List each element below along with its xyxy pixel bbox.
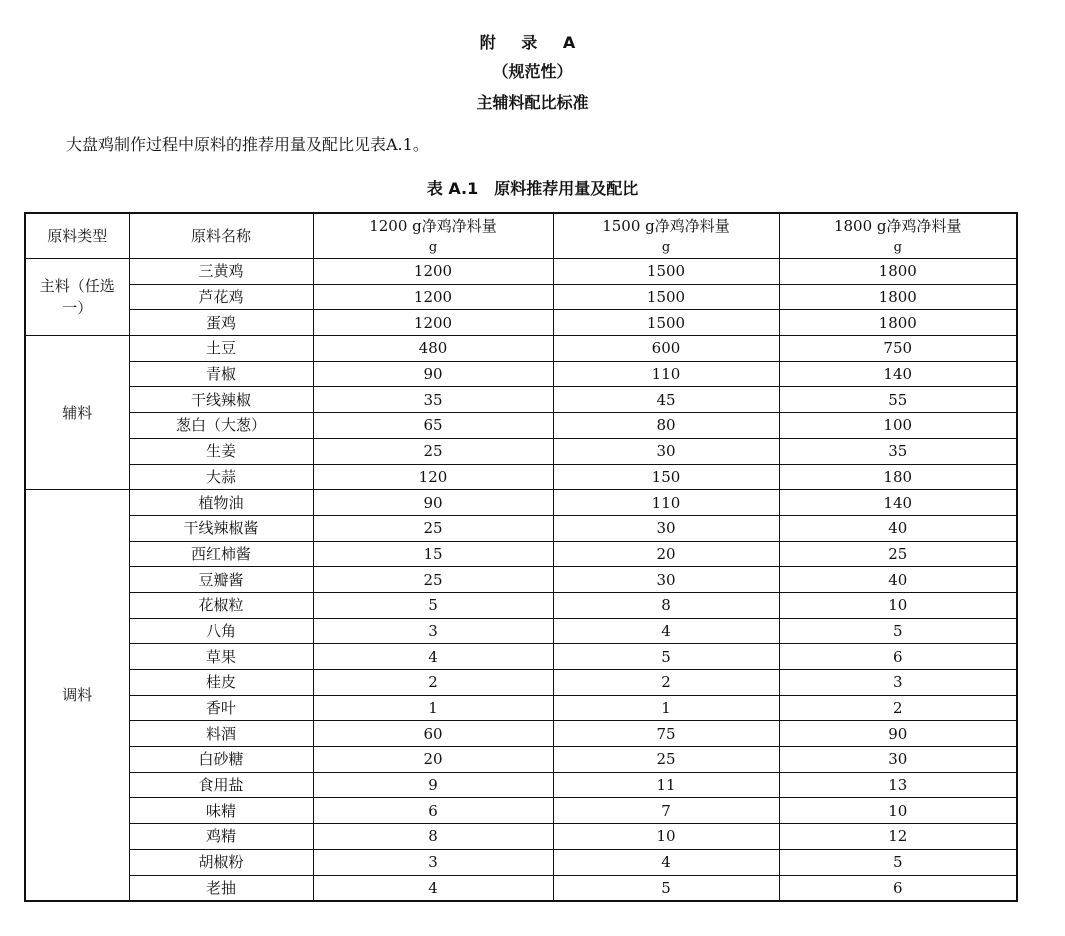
amount-1800-cell: 25 — [779, 541, 1017, 567]
amount-1500-cell: 150 — [553, 464, 779, 490]
ingredient-table — [24, 212, 1018, 902]
ingredient-name-cell: 味精 — [129, 798, 313, 824]
amount-1800-cell: 90 — [779, 721, 1017, 747]
header-unit: g — [661, 240, 671, 255]
amount-1800-cell: 40 — [779, 515, 1017, 541]
amount-1200-cell: 1 — [313, 695, 553, 721]
amount-1200-cell: 4 — [313, 875, 553, 901]
amount-1200-cell: 9 — [313, 772, 553, 798]
amount-1500-cell: 30 — [553, 567, 779, 593]
header-1200-label: 1200 g净鸡净料量 — [369, 217, 497, 235]
ingredient-name-cell: 香叶 — [129, 695, 313, 721]
amount-1800-cell: 180 — [779, 464, 1017, 490]
ingredient-name-cell: 食用盐 — [129, 772, 313, 798]
amount-1500-cell: 30 — [553, 515, 779, 541]
ingredient-name-cell: 草果 — [129, 644, 313, 670]
amount-1200-cell: 90 — [313, 490, 553, 516]
category-cell: 辅料 — [25, 336, 129, 490]
amount-1200-cell: 8 — [313, 824, 553, 850]
amount-1500-cell: 80 — [553, 413, 779, 439]
amount-1200-cell: 1200 — [313, 310, 553, 336]
header-name: 原料名称 — [129, 213, 313, 259]
amount-1200-cell: 65 — [313, 413, 553, 439]
amount-1500-cell: 1500 — [553, 259, 779, 285]
amount-1800-cell: 6 — [779, 875, 1017, 901]
category-cell: 主料（任选一） — [25, 259, 129, 336]
amount-1200-cell: 3 — [313, 618, 553, 644]
amount-1500-cell: 600 — [553, 336, 779, 362]
intro-paragraph: 大盘鸡制作过程中原料的推荐用量及配比见表A.1。 — [66, 135, 429, 154]
amount-1800-cell: 3 — [779, 670, 1017, 696]
amount-1200-cell: 4 — [313, 644, 553, 670]
table-row — [25, 259, 1017, 285]
table-row — [25, 644, 1017, 670]
ingredient-name-cell: 植物油 — [129, 490, 313, 516]
table-row — [25, 747, 1017, 773]
ingredient-name-cell: 青椒 — [129, 361, 313, 387]
amount-1800-cell: 10 — [779, 592, 1017, 618]
table-body — [25, 259, 1017, 902]
amount-1500-cell: 20 — [553, 541, 779, 567]
table-row — [25, 849, 1017, 875]
amount-1800-cell: 2 — [779, 695, 1017, 721]
amount-1500-cell: 1 — [553, 695, 779, 721]
header-1200 — [313, 213, 553, 259]
amount-1500-cell: 110 — [553, 361, 779, 387]
amount-1800-cell: 5 — [779, 849, 1017, 875]
amount-1800-cell: 100 — [779, 413, 1017, 439]
table-row — [25, 413, 1017, 439]
amount-1200-cell: 20 — [313, 747, 553, 773]
amount-1500-cell: 2 — [553, 670, 779, 696]
amount-1500-cell: 5 — [553, 644, 779, 670]
amount-1200-cell: 60 — [313, 721, 553, 747]
ingredient-name-cell: 蛋鸡 — [129, 310, 313, 336]
amount-1800-cell: 6 — [779, 644, 1017, 670]
header-type: 原料类型 — [25, 213, 129, 259]
amount-1500-cell: 25 — [553, 747, 779, 773]
header-1500-label: 1500 g净鸡净料量 — [602, 217, 730, 235]
amount-1500-cell: 110 — [553, 490, 779, 516]
amount-1200-cell: 6 — [313, 798, 553, 824]
header-1800 — [779, 213, 1017, 259]
appendix-label: 附 录 A — [479, 33, 586, 52]
amount-1800-cell: 1800 — [779, 284, 1017, 310]
table-row — [25, 695, 1017, 721]
ingredient-name-cell: 芦花鸡 — [129, 284, 313, 310]
category-cell: 调料 — [25, 490, 129, 902]
amount-1500-cell: 30 — [553, 438, 779, 464]
table-row — [25, 592, 1017, 618]
ingredient-name-cell: 干线辣椒 — [129, 387, 313, 413]
amount-1500-cell: 1500 — [553, 284, 779, 310]
amount-1800-cell: 140 — [779, 361, 1017, 387]
table-row — [25, 824, 1017, 850]
ingredient-name-cell: 桂皮 — [129, 670, 313, 696]
table-row — [25, 721, 1017, 747]
amount-1200-cell: 35 — [313, 387, 553, 413]
appendix-type: （规范性） — [492, 62, 573, 81]
table-row — [25, 361, 1017, 387]
appendix-title: 主辅料配比标准 — [476, 93, 589, 112]
amount-1200-cell: 480 — [313, 336, 553, 362]
amount-1200-cell: 15 — [313, 541, 553, 567]
amount-1500-cell: 8 — [553, 592, 779, 618]
amount-1800-cell: 1800 — [779, 259, 1017, 285]
amount-1800-cell: 13 — [779, 772, 1017, 798]
header-1800-label: 1800 g净鸡净料量 — [833, 217, 962, 235]
table-row — [25, 310, 1017, 336]
amount-1800-cell: 140 — [779, 490, 1017, 516]
ingredient-name-cell: 生姜 — [129, 438, 313, 464]
amount-1500-cell: 10 — [553, 824, 779, 850]
table-row — [25, 387, 1017, 413]
ingredient-name-cell: 白砂糖 — [129, 747, 313, 773]
amount-1500-cell: 1500 — [553, 310, 779, 336]
amount-1200-cell: 2 — [313, 670, 553, 696]
amount-1200-cell: 1200 — [313, 284, 553, 310]
ingredient-name-cell: 三黄鸡 — [129, 259, 313, 285]
amount-1800-cell: 12 — [779, 824, 1017, 850]
amount-1500-cell: 11 — [553, 772, 779, 798]
amount-1800-cell: 10 — [779, 798, 1017, 824]
amount-1200-cell: 25 — [313, 515, 553, 541]
header-1500 — [553, 213, 779, 259]
table-row — [25, 618, 1017, 644]
table-caption: 表 A.1 原料推荐用量及配比 — [426, 179, 639, 198]
amount-1500-cell: 4 — [553, 618, 779, 644]
ingredient-name-cell: 鸡精 — [129, 824, 313, 850]
amount-1500-cell: 5 — [553, 875, 779, 901]
ingredient-name-cell: 花椒粒 — [129, 592, 313, 618]
ingredient-name-cell: 大蒜 — [129, 464, 313, 490]
table-row — [25, 336, 1017, 362]
table-row — [25, 567, 1017, 593]
amount-1800-cell: 35 — [779, 438, 1017, 464]
amount-1200-cell: 25 — [313, 567, 553, 593]
table-row — [25, 798, 1017, 824]
amount-1200-cell: 120 — [313, 464, 553, 490]
ingredient-name-cell: 干线辣椒酱 — [129, 515, 313, 541]
amount-1200-cell: 3 — [313, 849, 553, 875]
amount-1800-cell: 30 — [779, 747, 1017, 773]
table-row — [25, 875, 1017, 901]
amount-1200-cell: 90 — [313, 361, 553, 387]
ingredient-name-cell: 胡椒粉 — [129, 849, 313, 875]
amount-1800-cell: 750 — [779, 336, 1017, 362]
amount-1200-cell: 1200 — [313, 259, 553, 285]
ingredient-name-cell: 土豆 — [129, 336, 313, 362]
amount-1500-cell: 75 — [553, 721, 779, 747]
amount-1500-cell: 4 — [553, 849, 779, 875]
table-row — [25, 541, 1017, 567]
amount-1800-cell: 40 — [779, 567, 1017, 593]
table-row — [25, 490, 1017, 516]
ingredient-name-cell: 西红柿酱 — [129, 541, 313, 567]
table-row — [25, 438, 1017, 464]
table-row — [25, 464, 1017, 490]
table-row — [25, 515, 1017, 541]
amount-1500-cell: 45 — [553, 387, 779, 413]
amount-1800-cell: 55 — [779, 387, 1017, 413]
amount-1500-cell: 7 — [553, 798, 779, 824]
header-unit: g — [428, 240, 438, 255]
ingredient-name-cell: 料酒 — [129, 721, 313, 747]
table-row — [25, 670, 1017, 696]
amount-1200-cell: 25 — [313, 438, 553, 464]
table-row — [25, 284, 1017, 310]
amount-1200-cell: 5 — [313, 592, 553, 618]
ingredient-name-cell: 老抽 — [129, 875, 313, 901]
amount-1800-cell: 1800 — [779, 310, 1017, 336]
ingredient-name-cell: 八角 — [129, 618, 313, 644]
header-unit: g — [893, 240, 902, 255]
table-row — [25, 772, 1017, 798]
amount-1800-cell: 5 — [779, 618, 1017, 644]
ingredient-name-cell: 葱白（大葱） — [129, 413, 313, 439]
ingredient-name-cell: 豆瓣酱 — [129, 567, 313, 593]
